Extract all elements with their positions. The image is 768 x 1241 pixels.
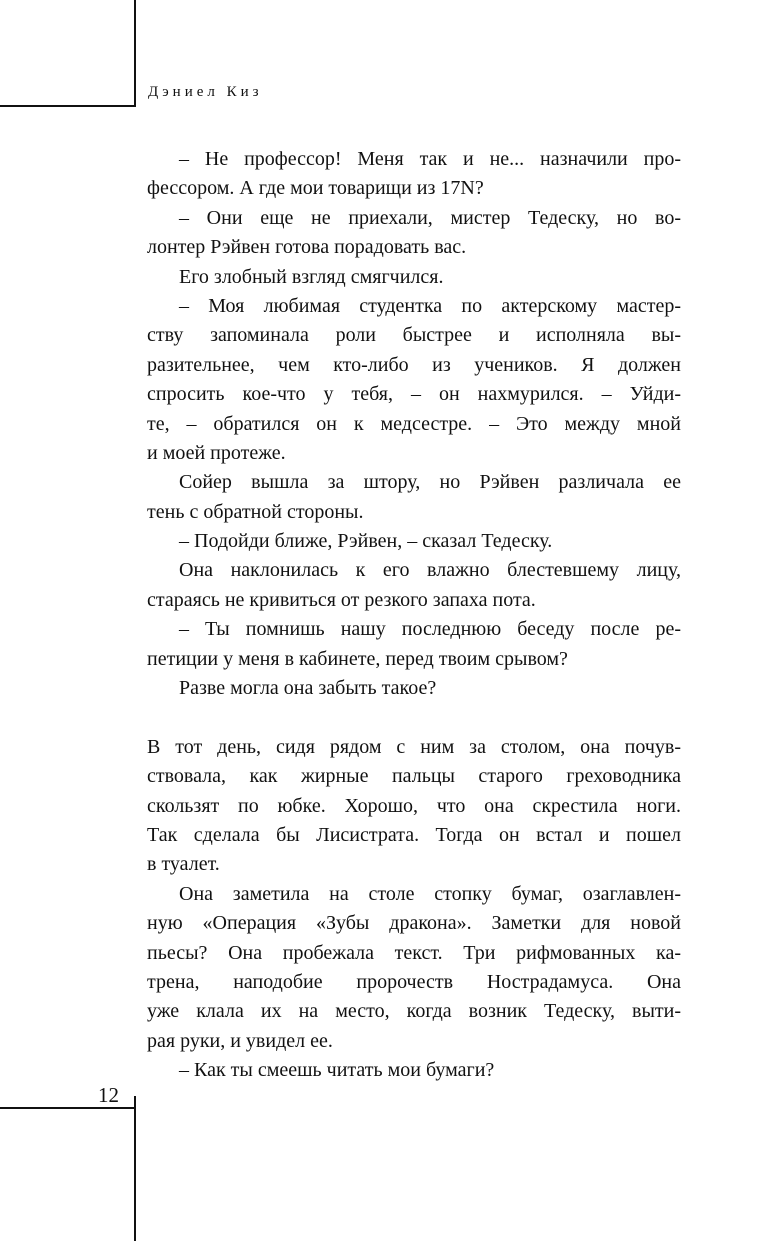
text-line: – Они еще не приехали, мистер Тедеску, но во-	[179, 206, 681, 229]
text-line: фессором. А где мои товарищи из 17N?	[147, 177, 484, 200]
text-line: петиции у меня в кабинете, перед твоим срывом?	[147, 647, 568, 670]
paragraph-break	[147, 703, 681, 732]
text-line: ствовала, как жирные пальцы старого греховодника	[147, 765, 681, 788]
text-line: скользят по юбке. Хорошо, что она скрестила ноги.	[147, 794, 681, 817]
text-line: В тот день, сидя рядом с ним за столом, она почув-	[147, 735, 681, 758]
text-line: лонтер Рэйвен готова порадовать вас.	[147, 236, 467, 259]
text-line: Сойер вышла за штору, но Рэйвен различала ее	[179, 471, 681, 494]
top-horizontal-rule	[0, 105, 136, 107]
text-line: ству запоминала роли быстрее и исполняла вы-	[147, 324, 681, 347]
running-head: Дэниел Киз	[148, 84, 263, 100]
body-text	[147, 145, 681, 1086]
page-number: 12	[98, 1083, 119, 1107]
bottom-horizontal-rule	[0, 1107, 136, 1109]
text-line: спросить кое-что у тебя, – он нахмурился. – Уйди-	[147, 383, 681, 406]
text-line: – Ты помнишь нашу последнюю беседу после ре-	[179, 618, 681, 641]
text-line: Она наклонилась к его влажно блестевшему лицу,	[179, 559, 681, 582]
text-line: Так сделала бы Лисистрата. Тогда он встал и пошел	[147, 823, 681, 846]
text-line: ную «Операция «Зубы дракона». Заметки для новой	[147, 912, 681, 935]
text-line: – Как ты смеешь читать мои бумаги?	[179, 1059, 495, 1082]
text-line: – Моя любимая студентка по актерскому мастер-	[179, 294, 681, 317]
top-vertical-rule	[134, 0, 136, 106]
text-line: те, – обратился он к медсестре. – Это между мной	[147, 412, 681, 435]
text-line: стараясь не кривиться от резкого запаха пота.	[147, 588, 536, 611]
text-line: Она заметила на столе стопку бумаг, озаглавлен-	[179, 882, 681, 905]
text-line: – Подойди ближе, Рэйвен, – сказал Тедеску.	[179, 530, 553, 553]
text-line: тень с обратной стороны.	[147, 500, 364, 523]
text-line: трена, наподобие пророчеств Нострадамуса. Она	[147, 970, 681, 993]
text-line: Разве могла она забыть такое?	[179, 677, 437, 700]
text-line: рая руки, и увидел ее.	[147, 1029, 333, 1052]
text-line: в туалет.	[147, 853, 220, 876]
text-line: уже клала их на место, когда возник Тедеску, выти-	[147, 1000, 681, 1023]
text-line: пьесы? Она пробежала текст. Три рифмованных ка-	[147, 941, 681, 964]
bottom-vertical-rule	[134, 1096, 136, 1241]
text-line: Его злобный взгляд смягчился.	[179, 265, 444, 288]
text-line: и моей протеже.	[147, 441, 286, 464]
text-line: разительнее, чем кто-либо из учеников. Я должен	[147, 353, 681, 376]
text-line: – Не профессор! Меня так и не... назначили про-	[179, 148, 681, 170]
